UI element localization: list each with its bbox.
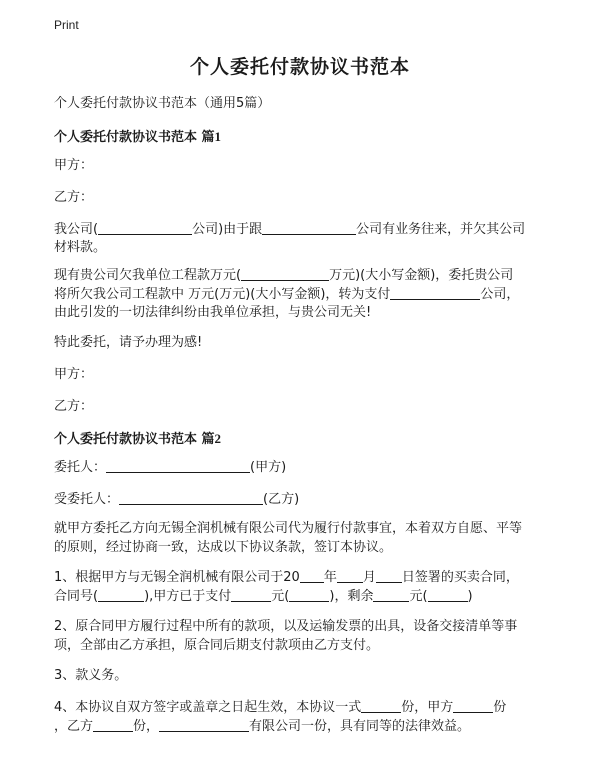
s1-party-a-signature: 甲方：	[54, 367, 94, 382]
s1-p2-blank-1	[241, 266, 329, 281]
section-2-heading-suffix: 篇2	[201, 431, 222, 446]
document-title: 个人委托付款协议书范本	[189, 56, 410, 78]
s2-i4-text-b: 份，甲方	[401, 700, 454, 715]
s2-client-a-label: 委托人：	[54, 460, 107, 475]
s2-client-a-suffix: (甲方)	[250, 460, 287, 475]
s2-i1-text-j: )	[467, 589, 473, 604]
s2-i1-blank-3	[376, 568, 402, 583]
s2-i1-blank-7	[373, 587, 409, 602]
s1-p2-text-d: 公司，	[480, 287, 520, 302]
s2-intro-line-2: 的原则，经过协商一致，达成以下协议条款，签订本协议。	[54, 540, 393, 555]
s2-i4-text-e: 份，	[133, 719, 160, 734]
s1-party-a: 甲方：	[54, 158, 94, 173]
s2-i1-text-e: 合同号(	[54, 589, 99, 604]
s2-i1-text-i: 元(	[409, 589, 428, 604]
s2-i4-text-c: 份	[493, 700, 507, 715]
s2-i1-text-f: ),甲方已于支付	[144, 589, 232, 604]
s2-i1-text-b: 年	[323, 570, 337, 585]
s2-i4-blank-4	[159, 717, 249, 732]
print-label[interactable]: Print	[54, 18, 79, 32]
section-1-heading-suffix: 篇1	[201, 129, 222, 144]
s2-i4-text-a: 4、本协议自双方签字或盖章之日起生效，本协议一式	[54, 700, 362, 715]
s2-i1-blank-2	[337, 568, 363, 583]
s1-party-b: 乙方：	[54, 190, 94, 205]
s2-i1-text-d: 日签署的买卖合同，	[401, 570, 519, 585]
s2-i1-text-c: 月	[362, 570, 376, 585]
s2-client-b-label: 受委托人：	[54, 492, 120, 507]
document-subtitle: 个人委托付款协议书范本（通用5篇）	[54, 96, 271, 111]
s2-i1-blank-4	[98, 587, 144, 602]
s1-paragraph-2-line-3: 由此引发的一切法律纠纷由我单位承担，与贵公司无关!	[54, 305, 372, 320]
s2-client-b	[54, 489, 554, 511]
s1-paragraph-1-line-2: 材料款。	[54, 240, 107, 255]
s1-p2-text-b: 万元)(大小写金额)，委托贵公司	[329, 268, 514, 283]
s2-client-b-suffix: (乙方)	[263, 492, 300, 507]
s2-item-3: 3、款义务。	[54, 668, 128, 683]
s1-party-b-signature: 乙方：	[54, 399, 94, 414]
s2-client-b-blank	[119, 490, 263, 505]
s2-i1-blank-8	[428, 587, 468, 602]
s1-p1-blank-2	[262, 220, 356, 235]
s2-item-2-line-2: 项，全部由乙方承担，原合同后期支付款项由乙方支付。	[54, 638, 380, 653]
s2-i1-text-g: 元(	[271, 589, 290, 604]
s2-i1-blank-6	[289, 587, 329, 602]
s2-i4-blank-3	[93, 717, 133, 732]
section-1-heading	[54, 126, 554, 149]
s2-i4-blank-1	[361, 698, 401, 713]
s2-item-1-line-2	[54, 586, 554, 608]
s2-client-a-blank	[106, 458, 250, 473]
s2-i4-blank-2	[453, 698, 493, 713]
section-2-heading	[54, 428, 554, 451]
s2-i1-text-h: )，剩余	[329, 589, 374, 604]
s2-client-a	[54, 457, 554, 479]
s1-p1-blank-1	[98, 220, 192, 235]
s1-p1-text-b: 公司)由于跟	[192, 222, 263, 237]
s2-intro-line-1: 就甲方委托乙方向无锡全润机械有限公司代为履行付款事宜，本着双方自愿、平等	[54, 521, 523, 536]
section-2-heading-text: 个人委托付款协议书范本	[54, 432, 198, 447]
s2-i1-text-a: 1、根据甲方与无锡全润机械有限公司于20	[54, 570, 300, 585]
s1-p2-text-a: 现有贵公司欠我单位工程款万元(	[54, 268, 242, 283]
s2-i4-text-d: ，乙方	[54, 719, 94, 734]
s2-item-4-line-2	[54, 716, 554, 738]
s2-i4-text-f: 有限公司一份，具有同等的法律效益。	[249, 719, 471, 734]
s2-item-2-line-1: 2、原合同甲方履行过程中所有的款项，以及运输发票的出具，设备交接清单等事	[54, 619, 518, 634]
s2-i1-blank-5	[231, 587, 271, 602]
s1-p2-text-c: 将所欠我公司工程款中 万元(万元)(大小写金额)，转为支付	[54, 287, 391, 302]
s1-paragraph-3: 特此委托，请予办理为感!	[54, 335, 203, 350]
section-1-heading-text: 个人委托付款协议书范本	[54, 130, 198, 145]
s1-p1-text-c: 公司有业务往来，并欠其公司	[356, 222, 526, 237]
s1-p1-text-a: 我公司(	[54, 222, 99, 237]
s1-p2-blank-2	[390, 285, 480, 300]
s2-i1-blank-1	[300, 568, 324, 583]
